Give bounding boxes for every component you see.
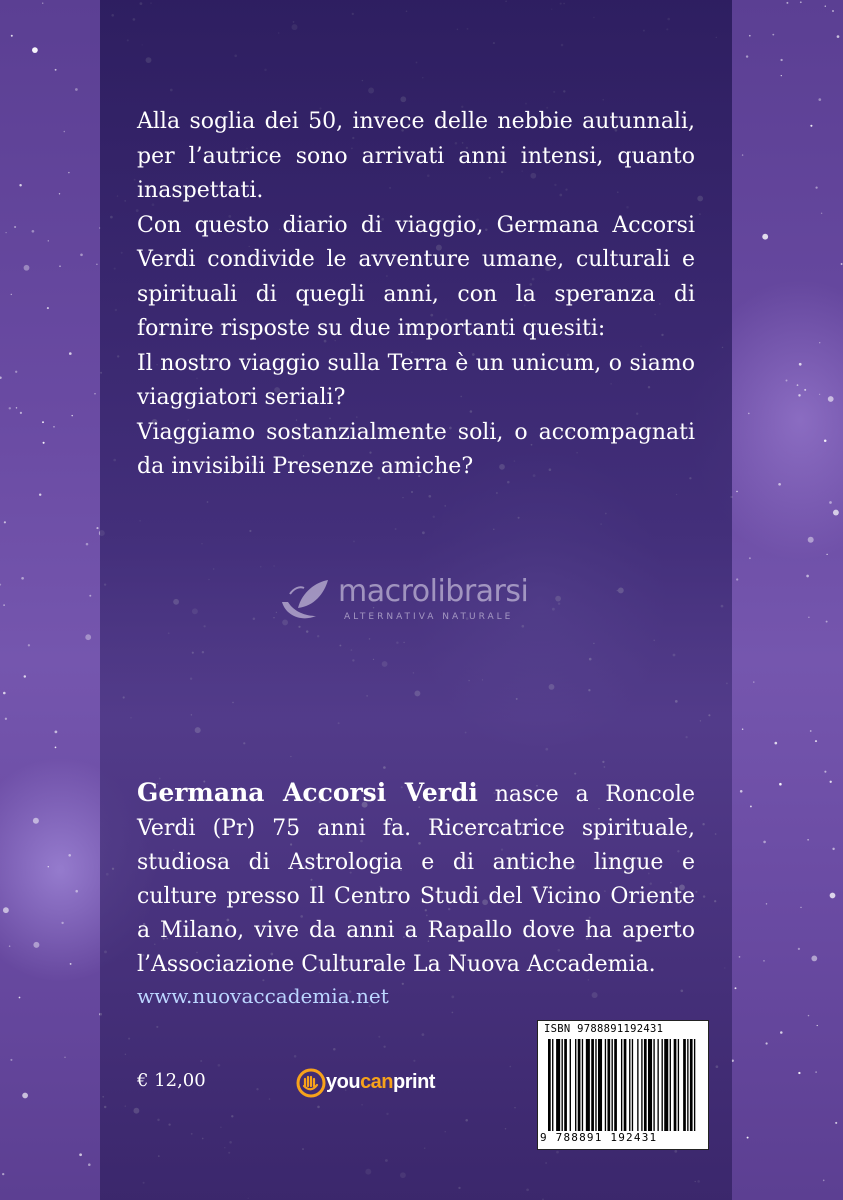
author-website-link[interactable]: www.nuovaccademia.net [137, 984, 389, 1008]
publisher-name-print: print [393, 1071, 435, 1093]
macrolibrarsi-watermark [276, 572, 576, 632]
barcode-bars [546, 1039, 700, 1131]
watermark-brand: macrolibrarsi [338, 574, 529, 609]
publisher-name-can: can [360, 1071, 394, 1093]
synopsis-paragraph-4: Viaggiamo sostanzialmente soli, o accompagnati da invisibili Presenze amiche? [137, 419, 695, 479]
publisher-name-you: you [326, 1071, 361, 1093]
isbn-barcode [537, 1020, 709, 1150]
synopsis-paragraph-2: Con questo diario di viaggio, Germana Accorsi Verdi condivide le avventure umane, culturali e spirituali di quegli anni, con la speranza di fornire risposte su due importanti quesiti: [137, 212, 695, 341]
barcode-digits: 9 788891 192431 [540, 1131, 658, 1144]
author-bio-text: nasce a Roncole Verdi (Pr) 75 anni fa. Ricercatrice spirituale, studiosa di Astrologia e di antiche lingue e culture presso Il Centro Studi del Vicino Oriente a Milano, vive da anni a Rapallo dove ha aperto l’Associazione Culturale La Nuova Accademia. [137, 782, 695, 977]
youcanprint-hand-icon [296, 1068, 326, 1098]
author-name: Germana Accorsi Verdi [137, 778, 478, 807]
publisher-name [326, 1071, 435, 1094]
synopsis-paragraph-1: Alla soglia dei 50, invece delle nebbie autunnali, per l’autrice sono arrivati anni intensi, quanto inaspettati. [137, 109, 695, 203]
synopsis [137, 105, 695, 485]
author-bio [137, 776, 695, 982]
isbn-label: ISBN 9788891192431 [544, 1023, 664, 1035]
publisher-logo [296, 1064, 466, 1104]
watermark-tagline: ALTERNATIVA NATURALE [344, 612, 514, 622]
synopsis-paragraph-3: Il nostro viaggio sulla Terra è un unicum, o siamo viaggiatori seriali? [137, 350, 695, 410]
price-label: € 12,00 [137, 1070, 206, 1091]
hand-leaf-icon [276, 572, 332, 626]
